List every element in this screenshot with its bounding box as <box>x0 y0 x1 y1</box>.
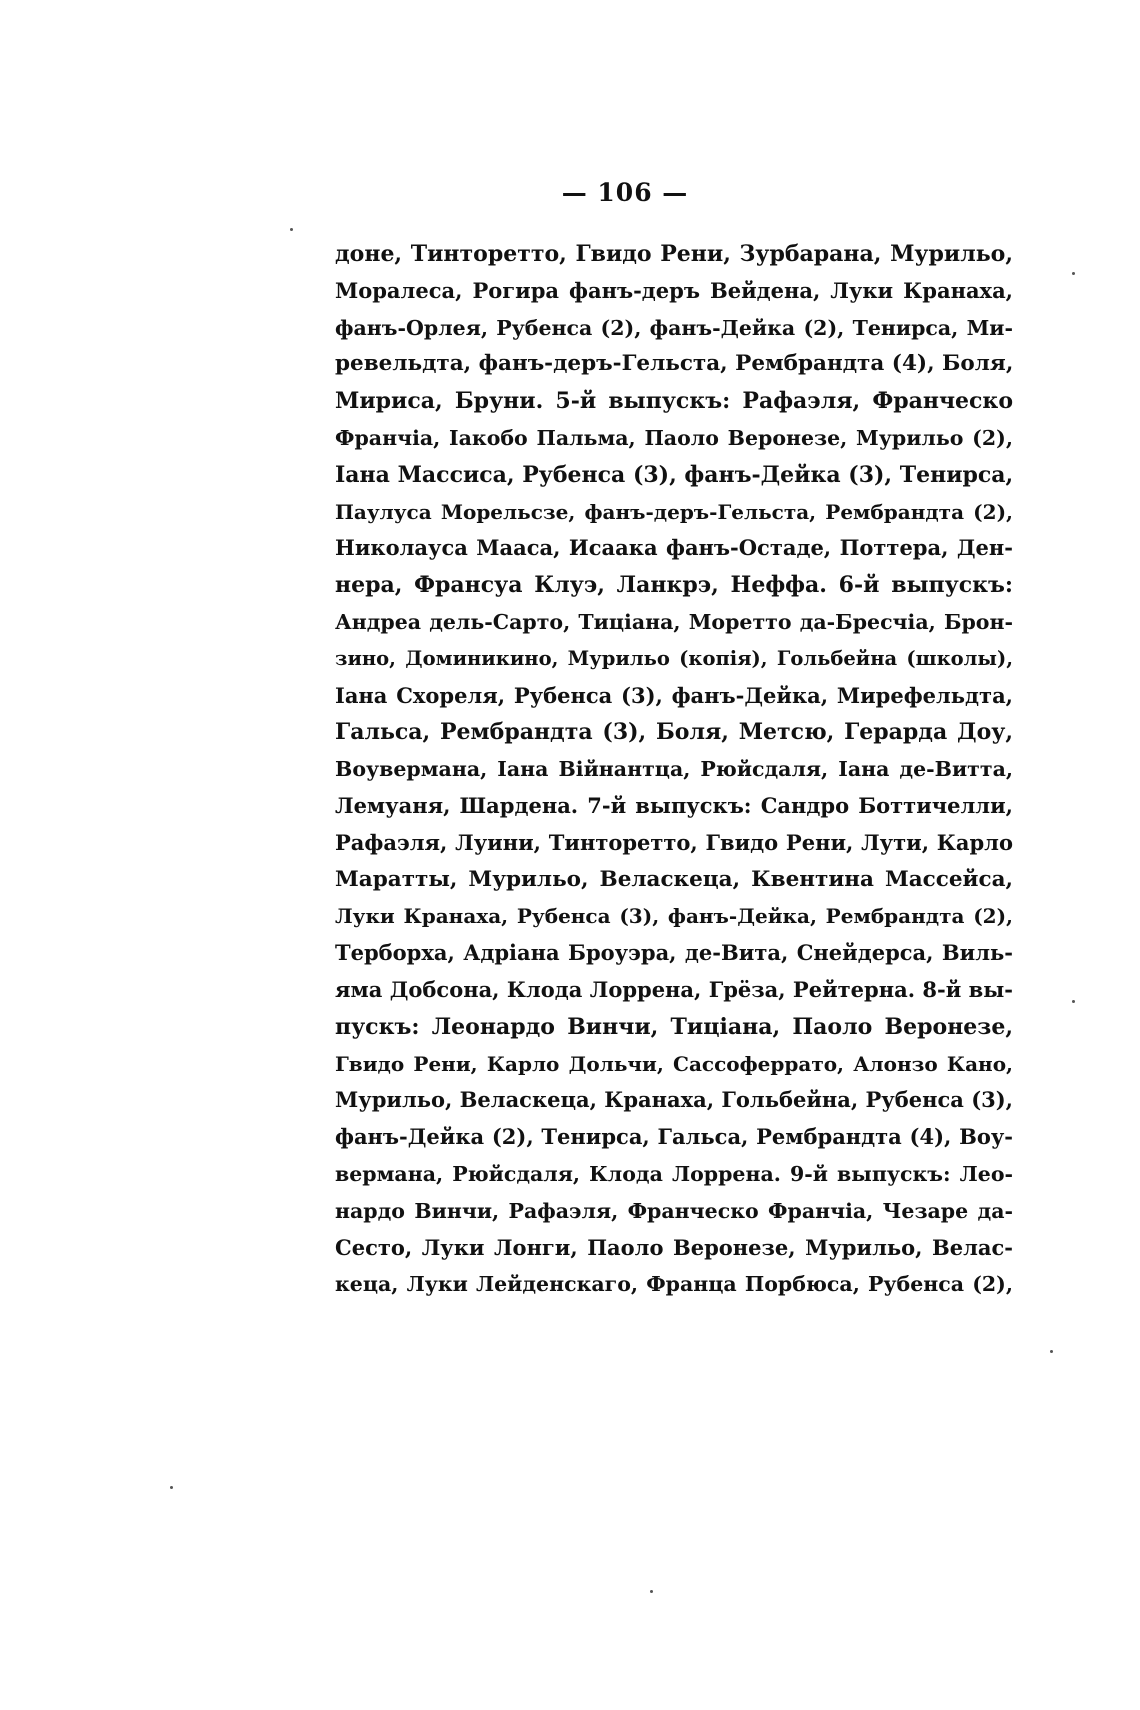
text-line: Воувермана, Іана Війнантца, Рюйсдаля, Іана де-Витта, <box>335 757 1013 782</box>
text-line: яма Добсона, Клода Лоррена, Грёза, Рейтерна. 8-й вы- <box>335 976 1013 1002</box>
text-line: Іана Схореля, Рубенса (3), фанъ-Дейка, Мирефельдта, <box>335 682 1013 708</box>
text-line: Моралеса, Рогира фанъ-деръ Вейдена, Луки Кранаха, <box>335 277 1013 303</box>
text-line: Гальса, Рембрандта (3), Боля, Метсю, Герарда Доу, <box>335 719 1013 746</box>
text-line: Сесто, Луки Лонги, Паоло Веронезе, Мурильо, Велас- <box>335 1234 1013 1260</box>
text-line: зино, Доминикино, Мурильо (копія), Гольбейна (школы), <box>335 646 1013 670</box>
text-line: пускъ: Леонардо Винчи, Тиціана, Паоло Веронезе, <box>335 1013 1013 1040</box>
scan-speck <box>1050 1350 1053 1353</box>
text-line: Іана Массиса, Рубенса (3), фанъ-Дейка (3), Тенирса, <box>335 461 1014 488</box>
page-number: — 106 — <box>561 178 689 207</box>
text-line: Паулуса Морельсзе, фанъ-деръ-Гельста, Рембрандта (2), <box>335 499 1013 524</box>
text-line: Андреа дель-Сарто, Тиціана, Моретто да-Бресчіа, Брон- <box>335 609 1013 634</box>
text-line: ревельдта, фанъ-деръ-Гельста, Рембрандта (4), Боля, <box>335 351 1014 377</box>
text-line: Николауса Мааса, Исаака фанъ-Остаде, Поттера, Ден- <box>335 535 1013 561</box>
text-line: вермана, Рюйсдаля, Клода Лоррена. 9-й выпускъ: Лео- <box>335 1161 1013 1186</box>
text-line: нера, Франсуа Клуэ, Ланкрэ, Неффа. 6-й выпускъ: <box>335 572 1013 599</box>
text-line: кеца, Луки Лейденскаго, Франца Порбюса, Рубенса (2), <box>335 1272 1013 1297</box>
text-line: Лемуаня, Шардена. 7-й выпускъ: Сандро Боттичелли, <box>335 792 1013 818</box>
text-line: Луки Кранаха, Рубенса (3), фанъ-Дейка, Рембрандта (2), <box>335 904 1013 929</box>
text-line: Франчіа, Іакобо Пальма, Паоло Веронезе, Мурильо (2), <box>335 425 1013 450</box>
text-line: Мириса, Бруни. 5-й выпускъ: Рафаэля, Франческо <box>335 388 1013 415</box>
text-line: доне, Тинторетто, Гвидо Рени, Зурбарана, Мурильо, <box>335 241 1013 267</box>
text-line: фанъ-Дейка (2), Тенирса, Гальса, Рембрандта (4), Воу- <box>335 1124 1013 1150</box>
scan-speck <box>650 1590 653 1593</box>
text-line: Рафаэля, Луини, Тинторетто, Гвидо Рени, Лути, Карло <box>335 829 1013 855</box>
text-line: Маратты, Мурильо, Веласкеца, Квентина Массейса, <box>335 866 1013 892</box>
scan-speck <box>290 228 293 231</box>
text-line: Мурильо, Веласкеца, Кранаха, Гольбейна, Рубенса (3), <box>335 1087 1013 1113</box>
scan-speck <box>170 1486 173 1489</box>
text-line: Терборха, Адріана Броуэра, де-Вита, Снейдерса, Виль- <box>335 940 1013 966</box>
text-line: нардо Винчи, Рафаэля, Франческо Франчіа, Чезаре да- <box>335 1198 1013 1223</box>
scan-speck <box>1072 272 1075 275</box>
text-line: фанъ-Орлея, Рубенса (2), фанъ-Дейка (2), Тенирса, Ми- <box>335 315 1013 340</box>
scan-speck <box>1072 1000 1075 1003</box>
body-text <box>335 236 1013 1303</box>
text-line: Гвидо Рени, Карло Дольчи, Сассоферрато, Алонзо Кано, <box>335 1051 1013 1076</box>
